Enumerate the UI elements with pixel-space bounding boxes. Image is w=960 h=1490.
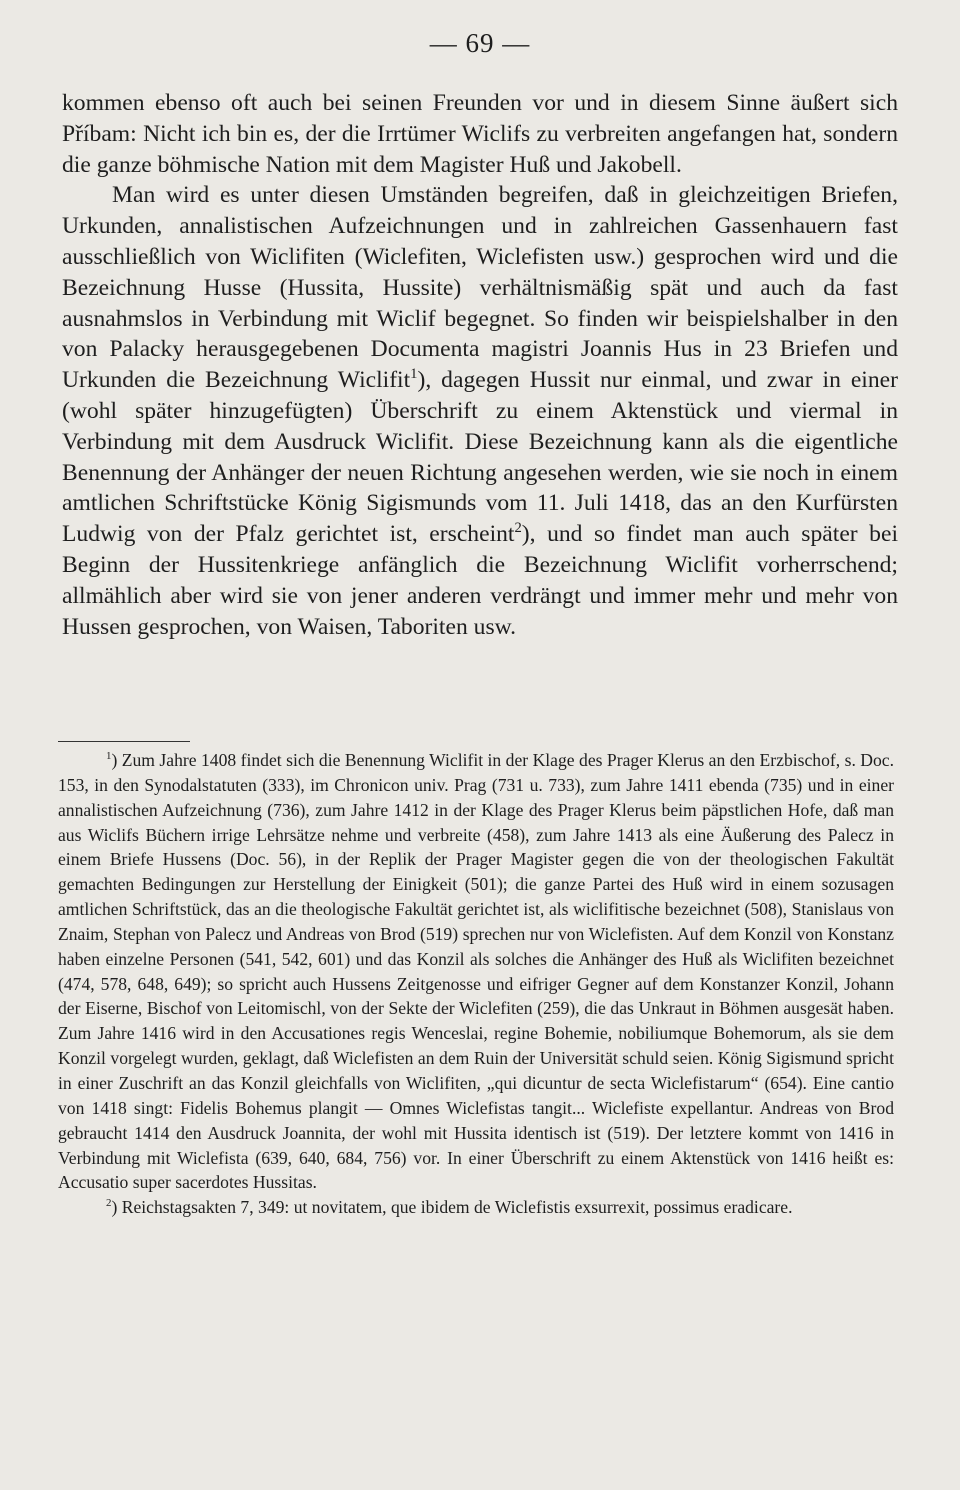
footnote [58, 748, 894, 1195]
paragraph [62, 180, 898, 642]
footnote-ref: 2 [514, 520, 522, 537]
footnote-marker: 1 [106, 750, 112, 763]
paragraph-text: ), dagegen Hussit nur einmal, und zwar in einer (wohl später hinzugefügten) Überschrift zu einem Aktenstück und viermal in Verbindung mit dem Ausdruck Wiclifit. Diese Bezeichnung kann als die eigentliche Benennung der Anhänger der neuen Richtung angesehen werden, wie sie noch in einem amtlichen Schriftstücke König Sigismunds vom 11. Juli 1418, das an den Kurfürsten Ludwig von der Pfalz gerichtet ist, erscheint [62, 367, 898, 548]
footnote-text: ) Reichstagsakten 7, 349: ut novitatem, que ibidem de Wiclefistis exsurrexit, possimus eradicare. [111, 1197, 793, 1218]
footnote-text: ) Zum Jahre 1408 findet sich die Benennung Wiclifit in der Klage des Prager Klerus an den Erzbischof, s. Doc. 153, in den Synodalstatuten (333), im Chronicon univ. Prag (731 u. 733), zum Jahre 1411 ebenda (735) und in einer annalistischen Aufzeichnung (736), zum Jahre 1412 in der Klage des Prager Klerus beim päpstlichen Hofe, daß man aus Wiclifs Büchern irrige Lehrsätze nehme und verbreite (458), zum Jahre 1413 als eine Äußerung des Palecz in einem Briefe Hussens (Doc. 56), in der Replik der Prager Magister gegen die von der theologischen Fakultät gemachten Bedingungen zur Herstellung der Einigkeit (501); die ganze Partei des Huß wird in einem sozusagen amtlichen Schriftstück, das an die theologische Fakultät gerichtet ist, als wiclifitische bezeichnet (508), Stanislaus von Znaim, Stephan von Palecz und Andreas von Brod (519) sprechen nur von Wiclefisten. Auf dem Konzil von Konstanz haben einzelne Personen (541, 542, 601) und das Konzil als solches die Anhänger des Huß als Wiclifiten bezeichnet (474, 578, 648, 649); so spricht auch Hussens Zeitgenosse und eifriger Gegner auf dem Konstanzer Konzil, Johann der Eiserne, Bischof von Leitomischl, von der Sekte der Wiclefiten (259), die das Unkraut in Böhmen ausgesät haben. Zum Jahre 1416 wird in den Accusationes regis Wenceslai, regine Bohemie, nobiliumque Bohemorum, als sie dem Konzil vorgelegt wurden, geklagt, daß Wiclefisten an dem Ruin der Universität schuld seien. König Sigismund spricht in einer Zuschrift an das Konzil gleichfalls von Wiclifiten, „qui dicuntur de secta Wiclefistarum“ (654). Eine cantio von 1418 singt: Fidelis Bohemus plangit — Omnes Wiclefistas tangit... Wiclefiste expellantur. Andreas von Brod gebraucht 1414 den Ausdruck Joannita, der wohl mit Hussita identisch ist (519). Der letztere kommt von 1416 in Verbindung mit Wiclefista (639, 640, 684, 756) vor. In einer Überschrift zu einem Aktenstück von 1416 heißt es: Accusatio super sacerdotes Hussitas. [58, 750, 894, 1193]
footnote-divider [58, 741, 190, 742]
page-number: — 69 — [429, 28, 531, 58]
paragraph-text: kommen ebenso oft auch bei seinen Freunden vor und in diesem Sinne äußert sich Příbam: Nicht ich bin es, der die Irrtümer Wiclifs zu verbreiten angefangen hat, sondern die ganze böhmische Nation mit dem Magister Huß und Jakobell. [62, 90, 898, 178]
main-text [62, 88, 898, 642]
footnotes [58, 748, 894, 1220]
footnote [58, 1195, 894, 1220]
paragraph-text: ), und so findet man auch später bei Beginn der Hussitenkriege anfänglich die Bezeichnung Wiclifit vorherrschend; allmählich aber wird sie von jener anderen verdrängt und immer mehr und mehr von Hussen gesprochen, von Waisen, Taboriten usw. [62, 521, 899, 640]
footnote-ref: 1 [410, 366, 418, 383]
footnote-marker: 2 [106, 1197, 112, 1210]
paragraph [62, 88, 898, 180]
paragraph-text: Man wird es unter diesen Umständen begreifen, daß in gleichzeitigen Briefen, Urkunden, annalistischen Aufzeichnungen und in zahlreichen Gassenhauern fast ausschließlich von Wiclifiten (Wiclefiten, Wiclefisten usw.) gesprochen wird und die Bezeichnung Husse (Hussita, Hussite) verhältnismäßig spät und auch da fast ausnahmslos in Verbindung mit Wiclif begegnet. So finden wir beispielshalber in den von Palacky herausgegebenen Documenta magistri Joannis Hus in 23 Briefen und Urkunden die Bezeichnung Wiclifit [62, 182, 898, 394]
